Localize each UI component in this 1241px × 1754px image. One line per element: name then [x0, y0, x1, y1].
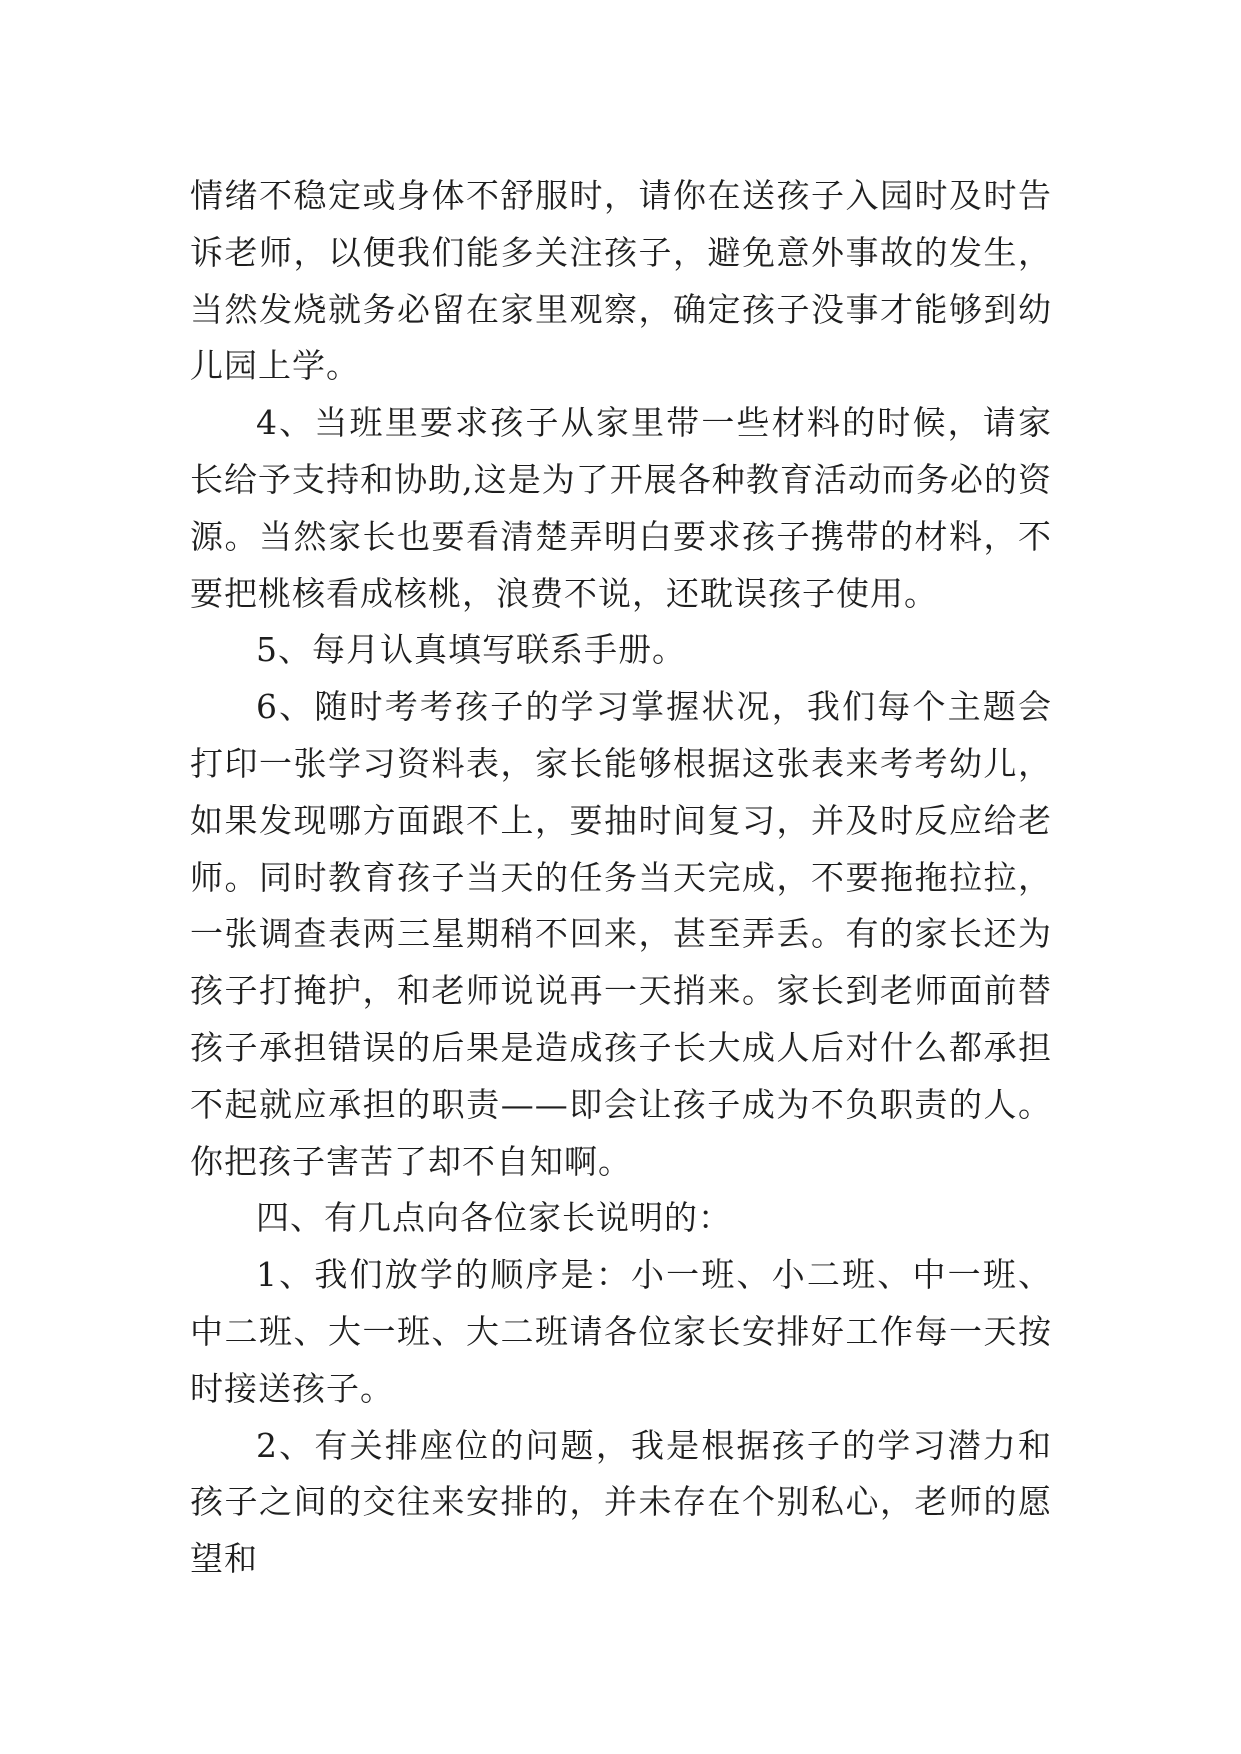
paragraph: 5、每月认真填写联系手册。 [256, 630, 686, 670]
document-body [190, 168, 1052, 1588]
paragraph: 四、有几点向各位家长说明的： [256, 1198, 732, 1238]
paragraph: 4、当班里要求孩子从家里带一些材料的时候，请家长给予支持和协助,这是为了开展各种教育活动而务必的资源。当然家长也要看清楚弄明白要求孩子携带的材料，不要把桃核看成核桃，浪费不说，还耽误孩子使用。 [190, 403, 1052, 613]
paragraph: 情绪不稳定或身体不舒服时，请你在送孩子入园时及时告诉老师，以便我们能多关注孩子，避免意外事故的发生，当然发烧就务必留在家里观察，确定孩子没事才能够到幼儿园上学。 [190, 176, 1052, 386]
paragraph: 2、有关排座位的问题，我是根据孩子的学习潜力和孩子之间的交往来安排的，并未存在个别私心，老师的愿望和 [190, 1425, 1052, 1579]
paragraph: 1、我们放学的顺序是：小一班、小二班、中一班、中二班、大一班、大二班请各位家长安排好工作每一天按时接送孩子。 [190, 1255, 1052, 1408]
paragraph: 6、随时考考孩子的学习掌握状况，我们每个主题会打印一张学习资料表，家长能够根据这张表来考考幼儿，如果发现哪方面跟不上，要抽时间复习，并及时反应给老师。同时教育孩子当天的任务当天完成，不要拖拖拉拉，一张调查表两三星期稍不回来，甚至弄丢。有的家长还为孩子打掩护，和老师说说再一天捎来。家长到老师面前替孩子承担错误的后果是造成孩子长大成人后对什么都承担不起就应承担的职责——即会让孩子成为不负职责的人。你把孩子害苦了却不自知啊。 [190, 687, 1052, 1181]
